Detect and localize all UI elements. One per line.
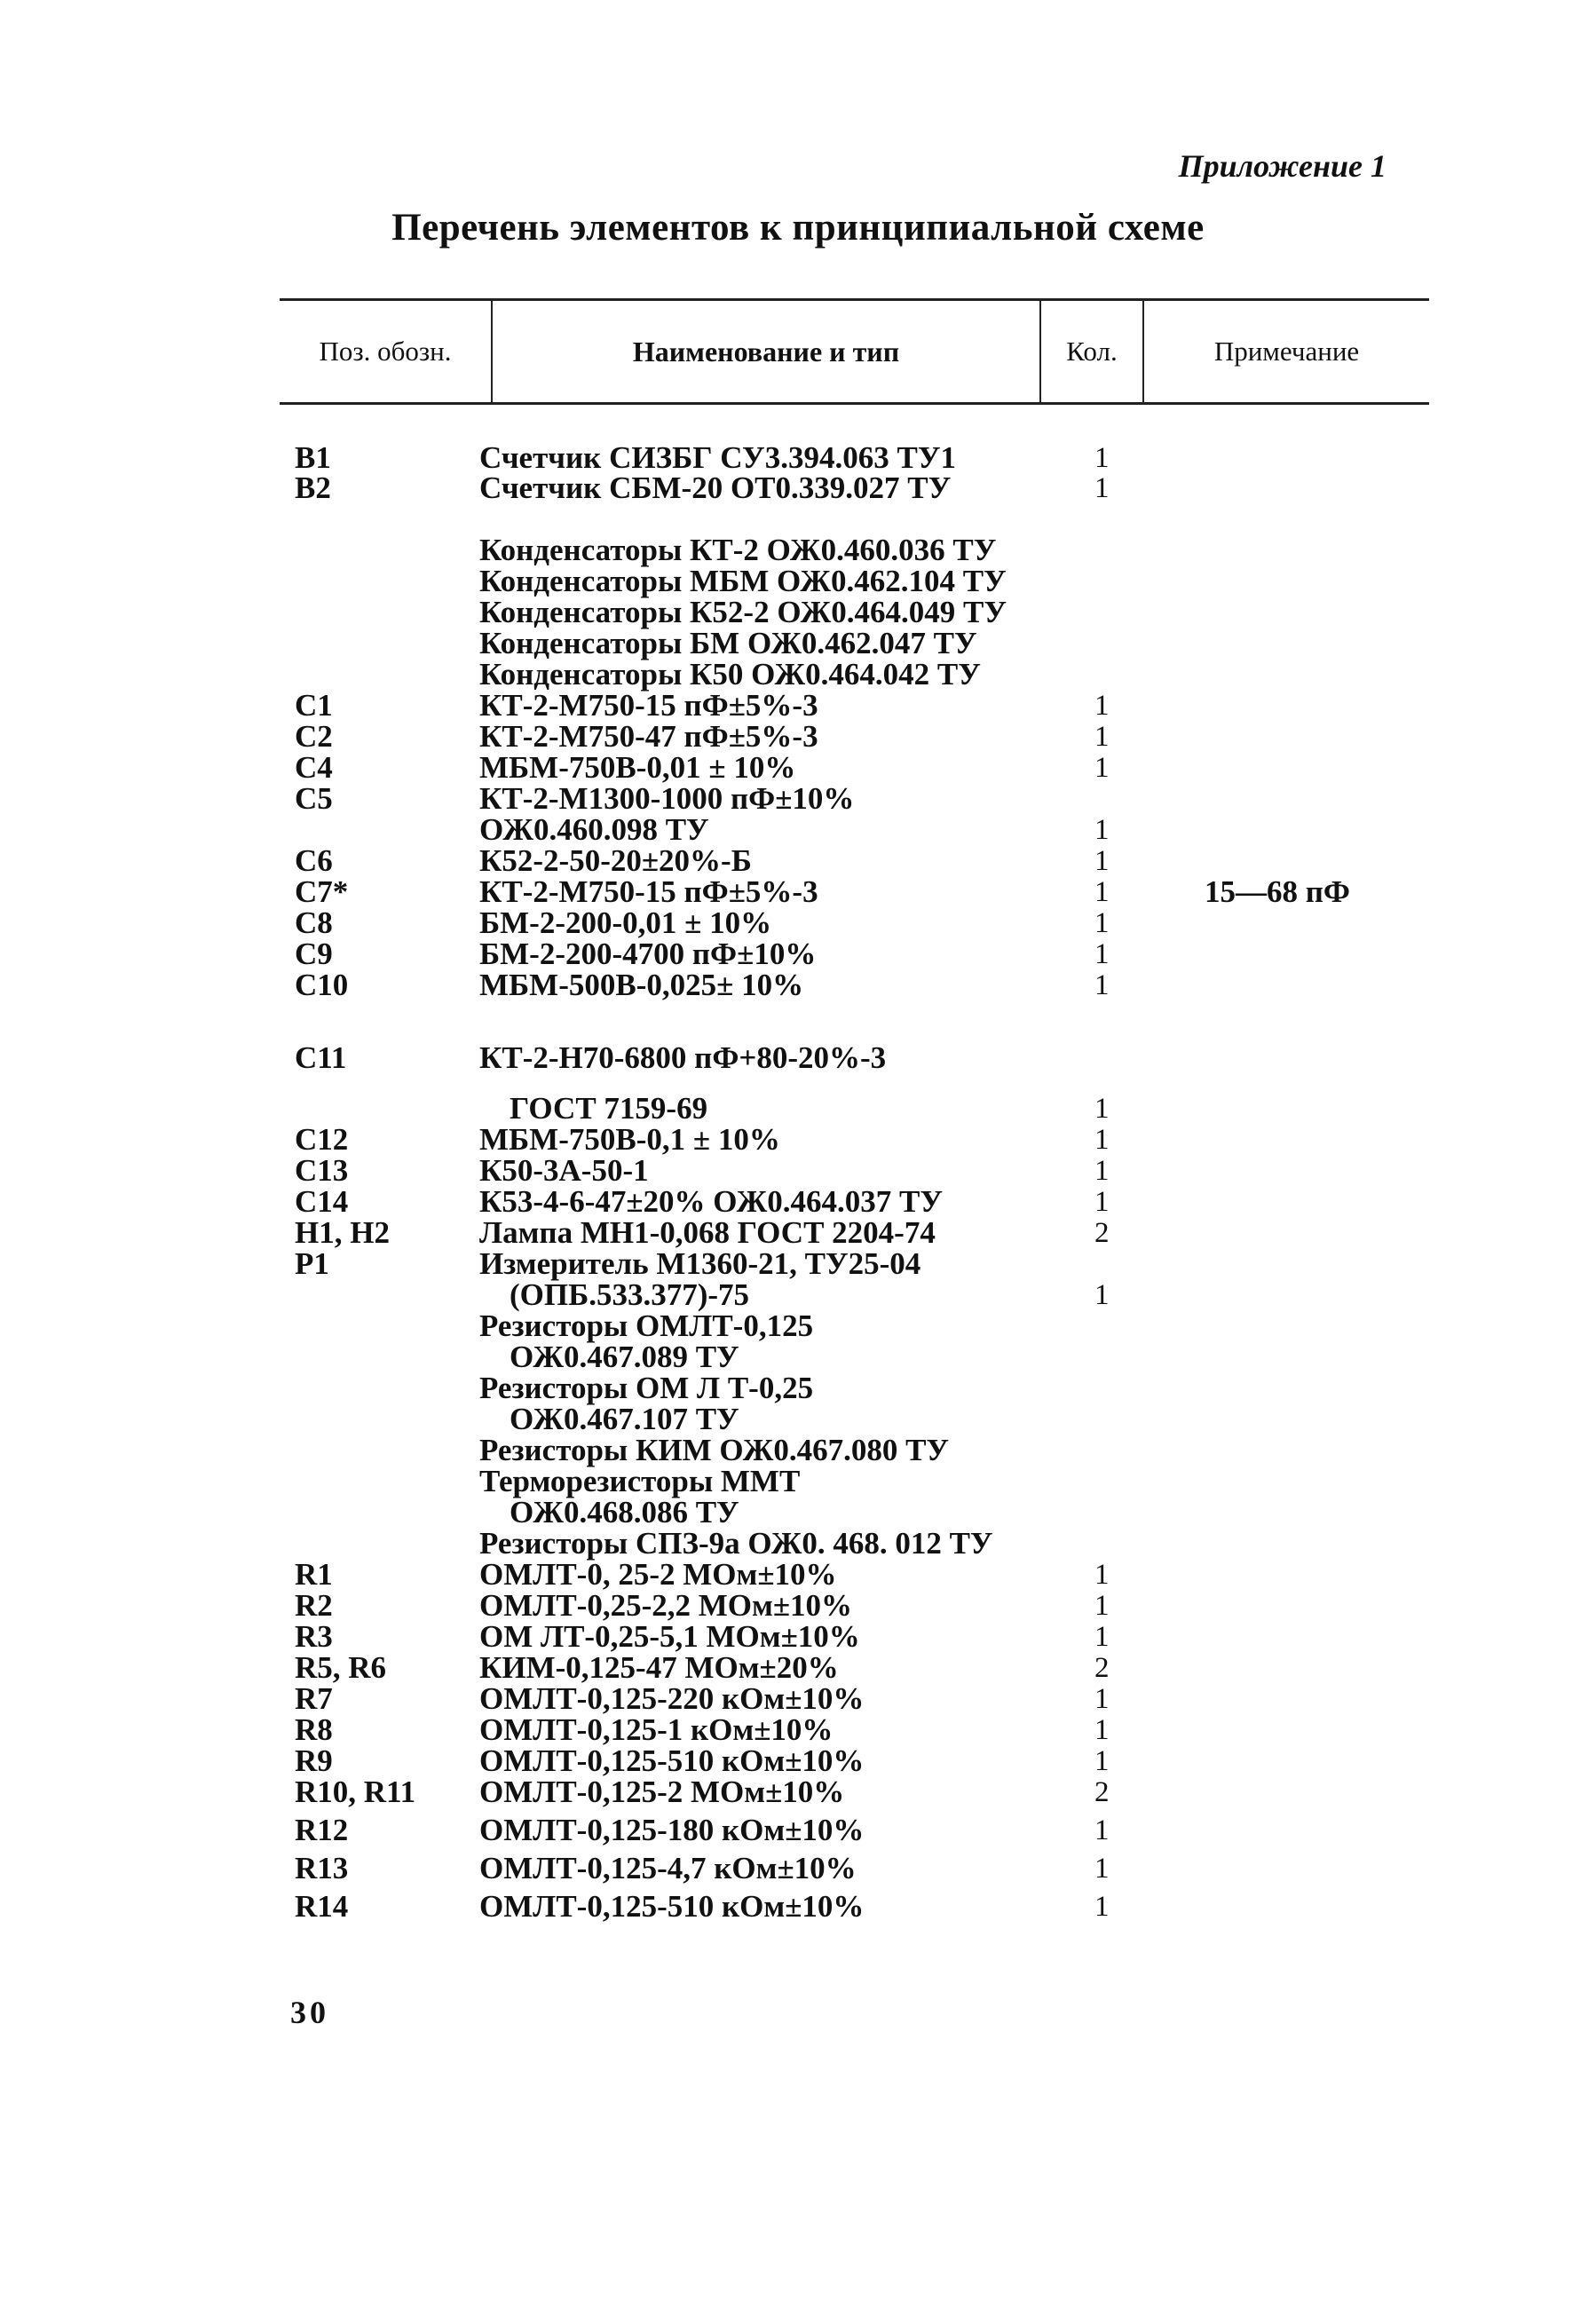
name-cell: ОМ ЛТ-0,25-5,1 МОм±10% (479, 1619, 860, 1654)
table-row (0, 845, 1596, 877)
quantity-cell: 1 (1094, 1853, 1110, 1885)
quantity-cell: 1 (1094, 690, 1110, 722)
name-cell: Измеритель М1360-21, ТУ25-04 (479, 1246, 921, 1281)
position-cell: C13 (295, 1153, 349, 1188)
quantity-cell: 1 (1094, 876, 1110, 908)
name-cell: Резисторы СПЗ-9а ОЖ0. 468. 012 ТУ (479, 1526, 993, 1561)
name-cell: ОМЛТ-0,125-510 кОм±10% (479, 1889, 865, 1924)
name-cell: МБМ-750В-0,01 ± 10% (479, 750, 796, 785)
quantity-cell: 1 (1094, 1124, 1110, 1156)
table-row (0, 1042, 1596, 1074)
position-cell: C10 (295, 968, 349, 1002)
name-cell: (ОПБ.533.377)-75 (510, 1277, 750, 1312)
name-cell: МБМ-750В-0,1 ± 10% (479, 1122, 780, 1157)
table-row (0, 1590, 1596, 1622)
table-row (0, 1341, 1596, 1373)
name-cell: ОЖ0.468.086 ТУ (510, 1495, 739, 1530)
name-cell: Конденсаторы К50 ОЖ0.464.042 ТУ (479, 657, 981, 692)
table-header (280, 298, 1429, 405)
header-position: Поз. обозн. (319, 336, 452, 368)
name-cell: БМ-2-200-0,01 ± 10% (479, 905, 772, 940)
table-row (0, 1891, 1596, 1923)
name-cell: К52-2-50-20±20%-Б (479, 843, 752, 878)
table-row (0, 1124, 1596, 1156)
position-cell: R2 (295, 1588, 333, 1623)
name-cell: БМ-2-200-4700 пФ±10% (479, 937, 817, 971)
table-row (0, 783, 1596, 815)
quantity-cell: 1 (1094, 1814, 1110, 1846)
quantity-cell: 1 (1094, 1714, 1110, 1746)
quantity-cell: 1 (1094, 814, 1110, 846)
position-cell: R9 (295, 1743, 333, 1778)
name-cell: ОМЛТ-0, 25-2 МОм±10% (479, 1557, 837, 1592)
position-cell: R8 (295, 1712, 333, 1747)
quantity-cell: 1 (1094, 1155, 1110, 1187)
name-cell: Конденсаторы БМ ОЖ0.462.047 ТУ (479, 626, 977, 660)
quantity-cell: 1 (1094, 721, 1110, 753)
table-row (0, 1714, 1596, 1746)
name-cell: КТ-2-М750-47 пФ±5%-3 (479, 719, 818, 754)
position-cell: C7* (295, 874, 349, 909)
name-cell: Счетчик СИЗБГ СУ3.394.063 ТУ1 (479, 440, 957, 475)
table-row (0, 442, 1596, 474)
quantity-cell: 1 (1094, 845, 1110, 877)
table-row (0, 1155, 1596, 1187)
table-row (0, 1497, 1596, 1529)
table-row (0, 1279, 1596, 1311)
position-cell: R7 (295, 1681, 333, 1716)
quantity-cell: 1 (1094, 442, 1110, 474)
table-row (0, 1093, 1596, 1125)
position-cell: C5 (295, 781, 333, 816)
name-cell: Резисторы ОМ Л Т-0,25 (479, 1371, 814, 1405)
position-cell: C1 (295, 688, 333, 723)
name-cell: КТ-2-М1300-1000 пФ±10% (479, 781, 855, 816)
name-cell: ОМЛТ-0,125-4,7 кОм±10% (479, 1851, 857, 1885)
name-cell: КИМ-0,125-47 МОм±20% (479, 1650, 839, 1685)
table-row (0, 938, 1596, 970)
page-title: Перечень элементов к принципиальной схеме (391, 207, 1205, 249)
table-row (0, 1217, 1596, 1249)
name-cell: Терморезисторы ММТ (479, 1464, 801, 1498)
position-cell: R5, R6 (295, 1650, 387, 1685)
quantity-cell: 1 (1094, 938, 1110, 970)
table-row (0, 628, 1596, 660)
position-cell: C4 (295, 750, 333, 785)
table-row (0, 969, 1596, 1001)
name-cell: ОЖ0.460.098 ТУ (479, 812, 709, 847)
position-cell: C8 (295, 905, 333, 940)
name-cell: ОЖ0.467.089 ТУ (510, 1340, 739, 1374)
position-cell: B2 (295, 470, 331, 505)
table-row (0, 565, 1596, 597)
quantity-cell: 1 (1094, 907, 1110, 939)
table-row (0, 1853, 1596, 1885)
table-row (0, 690, 1596, 722)
table-row (0, 876, 1596, 908)
name-cell: Конденсаторы К52-2 ОЖ0.464.049 ТУ (479, 595, 1007, 629)
name-cell: КТ-2-М750-15 пФ±5%-3 (479, 688, 818, 723)
name-cell: ОМЛТ-0,125-2 МОм±10% (479, 1775, 845, 1809)
position-cell: R1 (295, 1557, 333, 1592)
table-row (0, 534, 1596, 566)
name-cell: МБМ-500В-0,025± 10% (479, 968, 804, 1002)
position-cell: R13 (295, 1851, 349, 1885)
position-cell: C14 (295, 1184, 349, 1219)
name-cell: ГОСТ 7159-69 (510, 1091, 708, 1126)
quantity-cell: 1 (1094, 969, 1110, 1001)
position-cell: C6 (295, 843, 333, 878)
table-row (0, 1372, 1596, 1404)
appendix-label: Приложение 1 (1178, 148, 1387, 184)
quantity-cell: 1 (1094, 1683, 1110, 1715)
quantity-cell: 1 (1094, 1559, 1110, 1591)
quantity-cell: 2 (1094, 1776, 1110, 1808)
table-row (0, 1248, 1596, 1280)
table-row (0, 1435, 1596, 1466)
quantity-cell: 1 (1094, 1279, 1110, 1311)
table-row (0, 1559, 1596, 1591)
quantity-cell: 1 (1094, 1621, 1110, 1653)
position-cell: R12 (295, 1813, 349, 1847)
name-cell: Лампа МН1-0,068 ГОСТ 2204-74 (479, 1215, 936, 1250)
table-row (0, 1683, 1596, 1715)
position-cell: C11 (295, 1040, 347, 1075)
quantity-cell: 1 (1094, 1590, 1110, 1622)
position-cell: R3 (295, 1619, 333, 1654)
name-cell: К53-4-6-47±20% ОЖ0.464.037 ТУ (479, 1184, 944, 1219)
table-row (0, 1403, 1596, 1435)
page-number: 30 (290, 1995, 329, 2030)
quantity-cell: 1 (1094, 1745, 1110, 1777)
table-row (0, 472, 1596, 504)
position-cell: R10, R11 (295, 1775, 416, 1809)
name-cell: ОЖ0.467.107 ТУ (510, 1402, 739, 1436)
quantity-cell: 2 (1094, 1217, 1110, 1249)
note-cell: 15—68 пФ (1205, 874, 1350, 909)
position-cell: H1, H2 (295, 1215, 390, 1250)
table-row (0, 1621, 1596, 1653)
table-row (0, 814, 1596, 846)
position-cell: C12 (295, 1122, 349, 1157)
header-quantity: Кол. (1039, 301, 1142, 402)
name-cell: Резисторы ОМЛТ-0,125 (479, 1308, 814, 1343)
quantity-cell: 1 (1094, 1186, 1110, 1218)
quantity-cell: 1 (1094, 1891, 1110, 1923)
position-cell: R14 (295, 1889, 349, 1924)
table-row (0, 752, 1596, 784)
position-cell: P1 (295, 1246, 329, 1281)
quantity-cell: 2 (1094, 1652, 1110, 1684)
table-row (0, 1186, 1596, 1218)
header-name-type: Наименование и тип (491, 301, 1039, 402)
table-row (0, 1310, 1596, 1342)
position-cell: C2 (295, 719, 333, 754)
table-row (0, 721, 1596, 753)
name-cell: Конденсаторы КТ-2 ОЖ0.460.036 ТУ (479, 533, 997, 567)
table-row (0, 1466, 1596, 1498)
table-row (0, 1814, 1596, 1846)
quantity-cell: 1 (1094, 752, 1110, 784)
quantity-cell: 1 (1094, 472, 1110, 504)
table-row (0, 907, 1596, 939)
name-cell: ОМЛТ-0,125-220 кОм±10% (479, 1681, 865, 1716)
quantity-cell: 1 (1094, 1093, 1110, 1125)
table-row (0, 1652, 1596, 1684)
table-row (0, 659, 1596, 691)
table-row (0, 1528, 1596, 1560)
table-row (0, 1745, 1596, 1777)
position-cell: C9 (295, 937, 333, 971)
name-cell: ОМЛТ-0,25-2,2 МОм±10% (479, 1588, 853, 1623)
name-cell: ОМЛТ-0,125-180 кОм±10% (479, 1813, 865, 1847)
name-cell: КТ-2-Н70-6800 пФ+80-20%-3 (479, 1040, 887, 1075)
name-cell: Резисторы КИМ ОЖ0.467.080 ТУ (479, 1433, 950, 1467)
name-cell: ОМЛТ-0,125-510 кОм±10% (479, 1743, 865, 1778)
position-cell: B1 (295, 440, 331, 475)
table-row (0, 597, 1596, 628)
name-cell: К50-3А-50-1 (479, 1153, 649, 1188)
name-cell: КТ-2-М750-15 пФ±5%-3 (479, 874, 818, 909)
name-cell: Счетчик СБМ-20 ОТ0.339.027 ТУ (479, 470, 952, 505)
header-note: Примечание (1142, 301, 1429, 402)
name-cell: ОМЛТ-0,125-1 кОм±10% (479, 1712, 834, 1747)
name-cell: Конденсаторы МБМ ОЖ0.462.104 ТУ (479, 564, 1007, 598)
table-row (0, 1776, 1596, 1808)
